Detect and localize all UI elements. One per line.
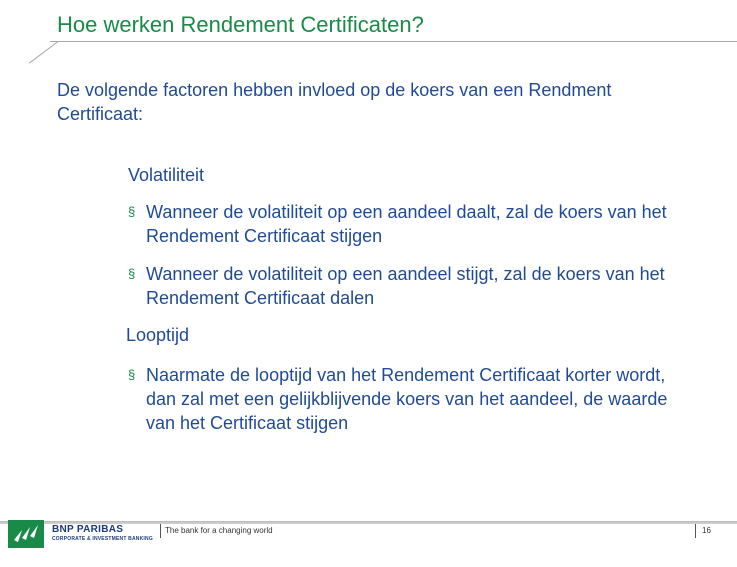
- bullet-item: [128, 363, 688, 435]
- square-bullet-icon: §: [128, 266, 136, 281]
- bullet-text: Naarmate de looptijd van het Rendement Certificaat korter wordt, dan zal met een gelijkblijvende koers van het aandeel, de waarde van het Certificaat stijgen: [146, 365, 668, 433]
- title-divider: [50, 41, 737, 42]
- title-divider-accent: [29, 41, 58, 63]
- bullet-text: Wanneer de volatiliteit op een aandeel daalt, zal de koers van het Rendement Certificaat stijgen: [146, 202, 667, 246]
- intro-text: De volgende factoren hebben invloed op de koers van een Rendment Certificaat:: [57, 80, 612, 124]
- footer-tagline: The bank for a changing world: [165, 526, 273, 535]
- bnp-paribas-logo-icon: [8, 520, 44, 548]
- section-heading-looptijd: Looptijd: [126, 325, 190, 345]
- square-bullet-icon: §: [128, 204, 136, 219]
- bullet-item: [128, 200, 688, 248]
- brand-subtitle: CORPORATE & INVESTMENT BANKING: [52, 536, 153, 542]
- bullet-text: Wanneer de volatiliteit op een aandeel stijgt, zal de koers van het Rendement Certificaat dalen: [146, 264, 665, 308]
- slide-title: Hoe werken Rendement Certificaten?: [57, 12, 424, 37]
- page-number: 16: [702, 526, 711, 535]
- square-bullet-icon: §: [128, 367, 136, 382]
- section-heading-volatiliteit: Volatiliteit: [128, 165, 205, 185]
- footer-separator: [160, 524, 161, 538]
- page-number-separator: [695, 524, 696, 538]
- brand-name: BNP PARIBAS: [52, 524, 124, 535]
- bullet-item: [128, 262, 688, 310]
